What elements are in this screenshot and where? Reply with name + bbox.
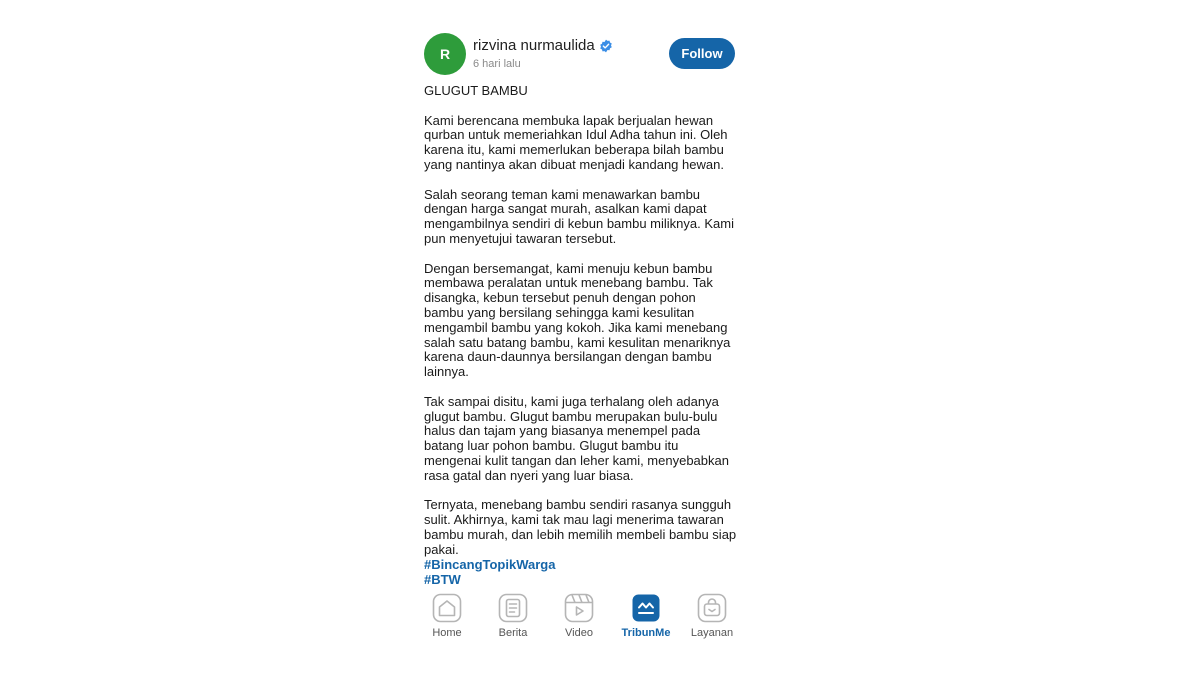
verified-badge-icon (599, 39, 613, 53)
home-icon (432, 593, 462, 623)
post-title: GLUGUT BAMBU (424, 83, 528, 98)
nav-item-home[interactable] (414, 593, 480, 639)
avatar[interactable]: R (424, 33, 466, 75)
video-icon (564, 593, 594, 623)
post-paragraph: Salah seorang teman kami menawarkan bambu dengan harga sangat murah, asalkan kami dapat mengambilnya sendiri di kebun bambu miliknya. Kami pun menyetujui tawaran tersebut. (424, 186, 734, 246)
hashtag-link[interactable]: #BincangTopikWarga (424, 557, 556, 572)
nav-item-tribunme[interactable] (613, 593, 679, 639)
nav-item-video[interactable] (546, 593, 612, 639)
hashtag-link[interactable]: #BTW (424, 572, 461, 587)
post-paragraph: Tak sampai disitu, kami juga terhalang oleh adanya glugut bambu. Glugut bambu merupakan bulu-bulu halus dan tajam yang biasanya menempel pada batang luar pohon bambu. Glugut bambu itu mengenai kulit tangan dan leher kami, menyebabkan rasa gatal dan nyeri yang luar biasa. (424, 393, 729, 483)
post-paragraph: Dengan bersemangat, kami menuju kebun bambu membawa peralatan untuk menebang bambu. Tak disangka, kebun tersebut penuh dengan pohon bambu yang bersilang sehingga kami kesulitan mengambil bambu yang kokoh. Jika kami menebang salah satu batang bambu, kami kesulitan menariknya karena daun-daunnya bersilangan dengan bambu lainnya. (424, 260, 731, 380)
bottom-nav (412, 593, 748, 645)
post-paragraph: Kami berencana membuka lapak berjualan hewan qurban untuk memeriahkan Idul Adha tahun ini. Oleh karena itu, kami memerlukan beberapa bilah bambu yang nantinya akan dibuat menjadi kandang hewan. (424, 112, 728, 172)
services-icon (697, 593, 727, 623)
name-row (473, 37, 613, 54)
tribunme-icon (631, 593, 661, 623)
follow-button[interactable]: Follow (669, 38, 735, 69)
post-body (424, 84, 738, 572)
post-paragraph: Ternyata, menebang bambu sendiri rasanya sungguh sulit. Akhirnya, kami tak mau lagi menerima tawaran bambu murah, dan lebih memilih membeli bambu siap pakai. (424, 497, 737, 557)
hashtags (424, 557, 555, 587)
nav-item-layanan[interactable] (679, 593, 745, 639)
post-header (424, 33, 736, 75)
news-icon (498, 593, 528, 623)
username[interactable]: rizvina nurmaulida (473, 37, 595, 54)
nav-item-berita[interactable] (480, 593, 546, 639)
nav-label: Layanan (690, 627, 734, 639)
nav-label: Berita (498, 627, 528, 639)
nav-label: TribunMe (621, 627, 671, 639)
nav-label: Home (432, 627, 462, 639)
nav-label: Video (565, 627, 593, 639)
post-time: 6 hari lalu (473, 58, 521, 70)
